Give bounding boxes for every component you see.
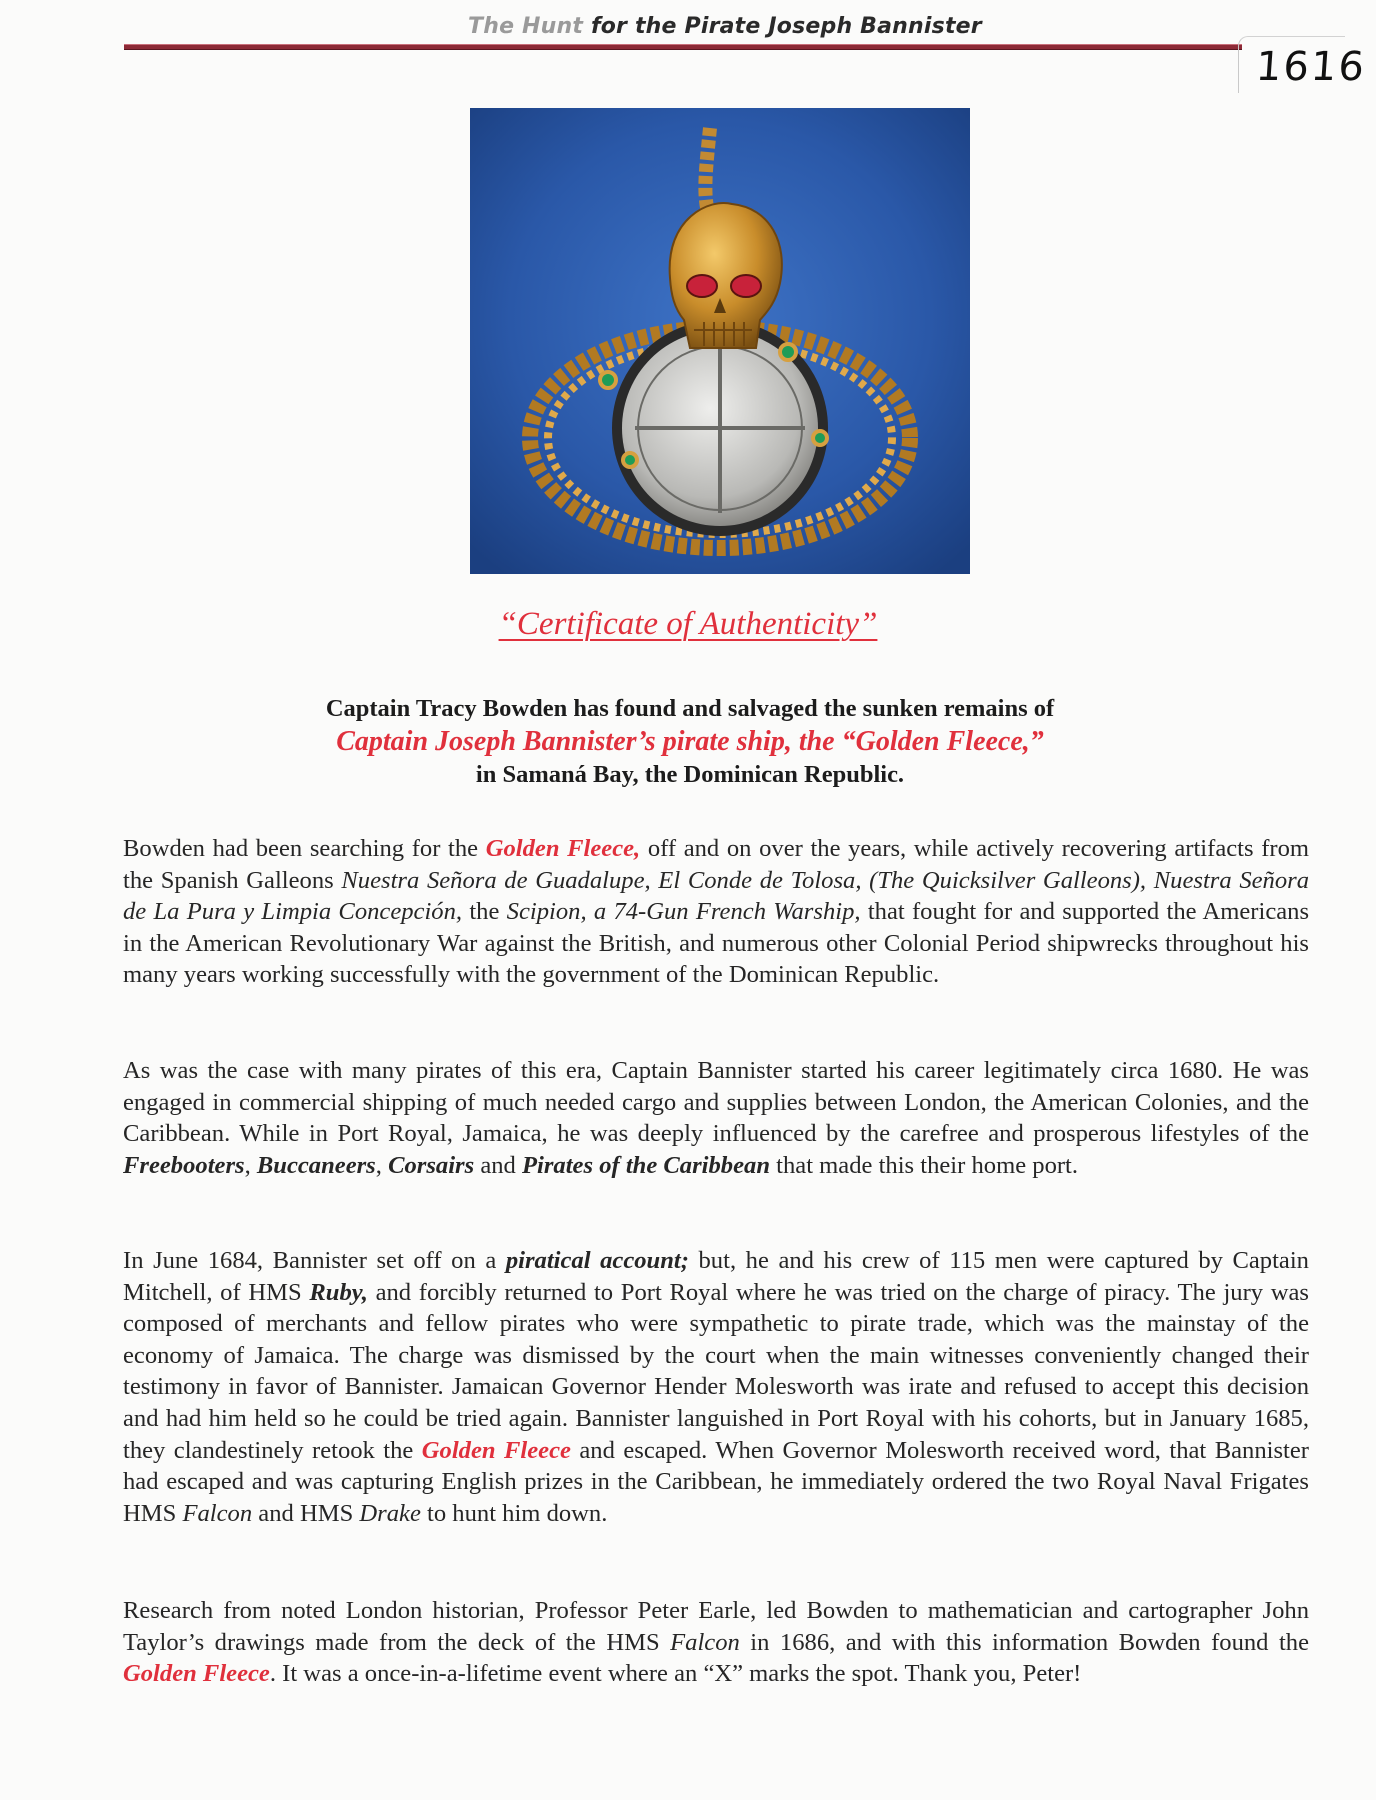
paragraph-capture: [123, 1245, 1309, 1529]
p4-text-a: Research from noted London historian, Professor Peter Earle, led Bowden to mathematician and cartographer John Taylor’s drawings made from the deck of the HMS: [123, 1597, 1309, 1656]
p1-text-a: Bowden had been searching for the: [123, 835, 486, 862]
p3-text-g: and escaped. When Governor Molesworth received word, that Bannister had escaped and was capturing English prizes in the Caribbean, he immediately ordered the two Royal Naval Frigates HMS: [123, 1436, 1309, 1527]
p2-text-c: ,: [244, 1151, 257, 1179]
p1-scipion: Scipion, a 74-Gun French Warship,: [506, 898, 861, 926]
p2-text-a: As was the case with many pirates of this era, Captain Bannister started his career legitimately circa 1680. He was engaged in commercial shipping of much needed cargo and supplies between London, the American Colonies, and the Caribbean. While in Port Royal, Jamaica, he was deeply influenced by the carefree and prosperous lifestyles of the: [123, 1057, 1309, 1148]
p3-text-c: but, he and his crew of 115 men were captured by Captain Mitchell, of HMS: [123, 1247, 1309, 1306]
paragraph-search: [123, 833, 1309, 991]
intro-line-1: Captain Tracy Bowden has found and salvaged the sunken remains of: [325, 695, 1055, 722]
p2-text-g: and: [474, 1151, 522, 1179]
paragraph-research: [123, 1595, 1309, 1690]
p1-ship-name: Golden Fleece,: [485, 835, 641, 862]
p1-text-g: that fought for and supported the Americans in the American Revolutionary War against the British, and numerous other Colonial Period shipwrecks throughout his many years working successfully with the government of the Dominican Republic.: [123, 898, 1310, 989]
emerald-right: [780, 344, 796, 360]
p4-text-e: . It was a once-in-a-lifetime event where an “X” marks the spot. Thank you, Peter!: [269, 1660, 1082, 1688]
p2-text-i: that made this their home port.: [770, 1151, 1079, 1179]
running-header-title: [468, 14, 982, 39]
p2-text-e: ,: [375, 1151, 389, 1179]
p1-text-e: the: [462, 898, 507, 926]
handwritten-page-number: 1616: [1254, 44, 1368, 90]
certificate-title: “Certificate of Authenticity”: [498, 606, 878, 642]
intro-line-2: Captain Joseph Bannister’s pirate ship, the “Golden Fleece,”: [336, 726, 1044, 757]
header-title-rest: for the Pirate Joseph Bannister: [583, 14, 982, 39]
intro-line-3: in Samaná Bay, the Dominican Republic.: [475, 761, 905, 788]
intro-statement: [140, 692, 1240, 791]
p4-falcon: Falcon: [670, 1628, 740, 1656]
p3-ship-name: Golden Fleece: [421, 1436, 571, 1464]
p3-text-i: and HMS: [252, 1499, 360, 1527]
p1-text-c: off and on over the years, while actively recovering artifacts from the Spanish Galleons: [123, 835, 1309, 894]
p2-pirates-caribbean: Pirates of the Caribbean: [522, 1151, 770, 1179]
p3-ruby: Ruby,: [309, 1278, 368, 1306]
p4-ship-name: Golden Fleece: [123, 1660, 270, 1688]
p3-text-e: and forcibly returned to Port Royal where he was tried on the charge of piracy. The jury was composed of merchants and fellow pirates who were sympathetic to pirate trade, which was the mainstay of the economy of Jamaica. The charge was dismissed by the court when the main witnesses conveniently changed their testimony in favor of Bannister. Jamaican Governor Hender Molesworth was irate and refused to accept this decision and had him held so he could be tried again. Bannister languished in Port Royal with his cohorts, but in January 1685, they clandestinely retook the: [123, 1278, 1309, 1464]
p2-buccaneers: Buccaneers: [256, 1151, 376, 1179]
p3-text-k: to hunt him down.: [420, 1499, 608, 1527]
p3-text-a: In June 1684, Bannister set off on a: [123, 1247, 506, 1274]
p4-text-c: in 1686, and with this information Bowden found the: [739, 1628, 1309, 1656]
header-rule: [124, 44, 1242, 50]
p3-falcon: Falcon: [182, 1499, 253, 1527]
p3-drake: Drake: [359, 1499, 421, 1527]
p2-corsairs: Corsairs: [388, 1151, 475, 1179]
skull-pendant-photo: [470, 108, 970, 574]
p3-piratical-account: piratical account;: [505, 1247, 689, 1274]
emerald-lower-left: [623, 453, 637, 467]
header-title-prefix: The Hunt: [468, 14, 584, 39]
p2-freebooters: Freebooters: [123, 1151, 245, 1179]
paragraph-career: [123, 1055, 1309, 1181]
emerald-left: [600, 372, 616, 388]
p1-galleon-names: Nuestra Señora de Guadalupe, El Conde de Tolosa, (The Quicksilver Galleons), Nuestra Señora de La Pura y Limpia Concepción,: [123, 866, 1309, 926]
emerald-lower-right: [813, 431, 827, 445]
